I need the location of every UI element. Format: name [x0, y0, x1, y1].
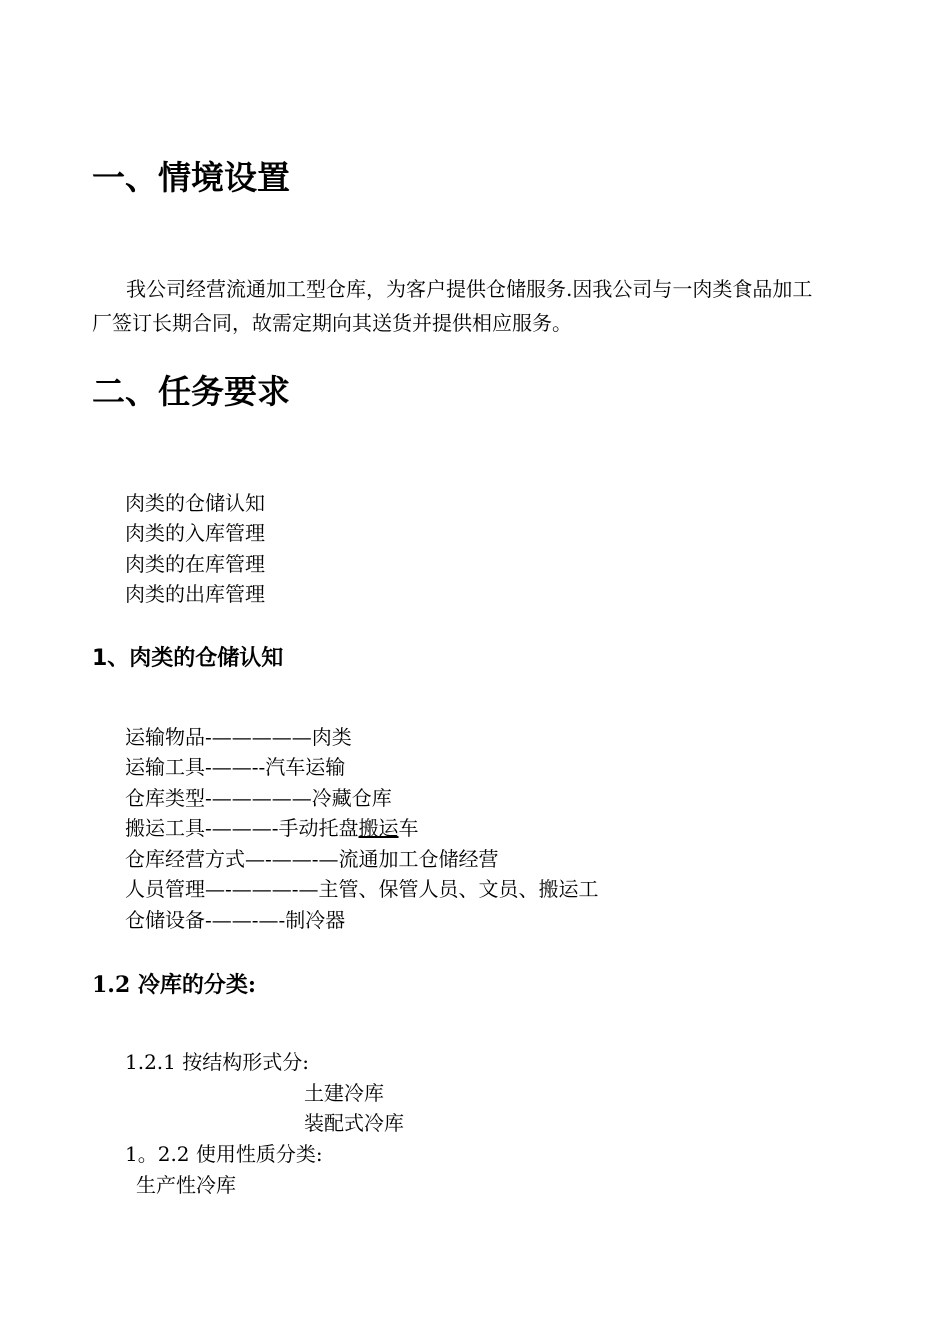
- section-title-tasks: 二、任务要求: [92, 372, 290, 411]
- subsection-title-classification: 1.2 冷库的分类:: [92, 972, 257, 998]
- task-item: 肉类的仓储认知: [125, 491, 265, 515]
- class-item: 土建冷库: [304, 1081, 384, 1105]
- info-line: 仓库类型-—————冷藏仓库: [125, 786, 392, 810]
- info-line: 运输物品-—————肉类: [125, 725, 352, 749]
- subsection-title-cognition: 1、肉类的仓储认知: [92, 646, 284, 671]
- class-item: 装配式冷库: [304, 1111, 404, 1135]
- info-line: 仓储设备-——-—-制冷器: [125, 908, 346, 932]
- info-line: 仓库经营方式—-——-—流通加工仓储经营: [125, 847, 499, 871]
- info-line: 人员管理—-———-—主管、保管人员、文员、搬运工: [125, 877, 599, 901]
- task-item: 肉类的在库管理: [125, 552, 265, 576]
- class-heading: 1.2.1 按结构形式分:: [125, 1050, 309, 1074]
- class-item: 生产性冷库: [136, 1173, 236, 1197]
- scenario-paragraph: [92, 272, 822, 340]
- info-line: 运输工具-——--汽车运输: [125, 755, 346, 779]
- scenario-text: 我公司经营流通加工型仓库，为客户提供仓储服务.因我公司与一肉类食品加工厂签订长期合同，故需定期向其送货并提供相应服务。: [92, 277, 813, 335]
- underlined-word: 搬运: [358, 816, 399, 840]
- task-item: 肉类的出库管理: [125, 582, 265, 606]
- task-item: 肉类的入库管理: [125, 521, 265, 545]
- class-heading: 1。2.2 使用性质分类:: [125, 1142, 323, 1166]
- section-title-scenario: 一、情境设置: [92, 158, 290, 197]
- info-line-handling-tool: 搬运工具-———-手动托盘搬运车: [125, 816, 419, 840]
